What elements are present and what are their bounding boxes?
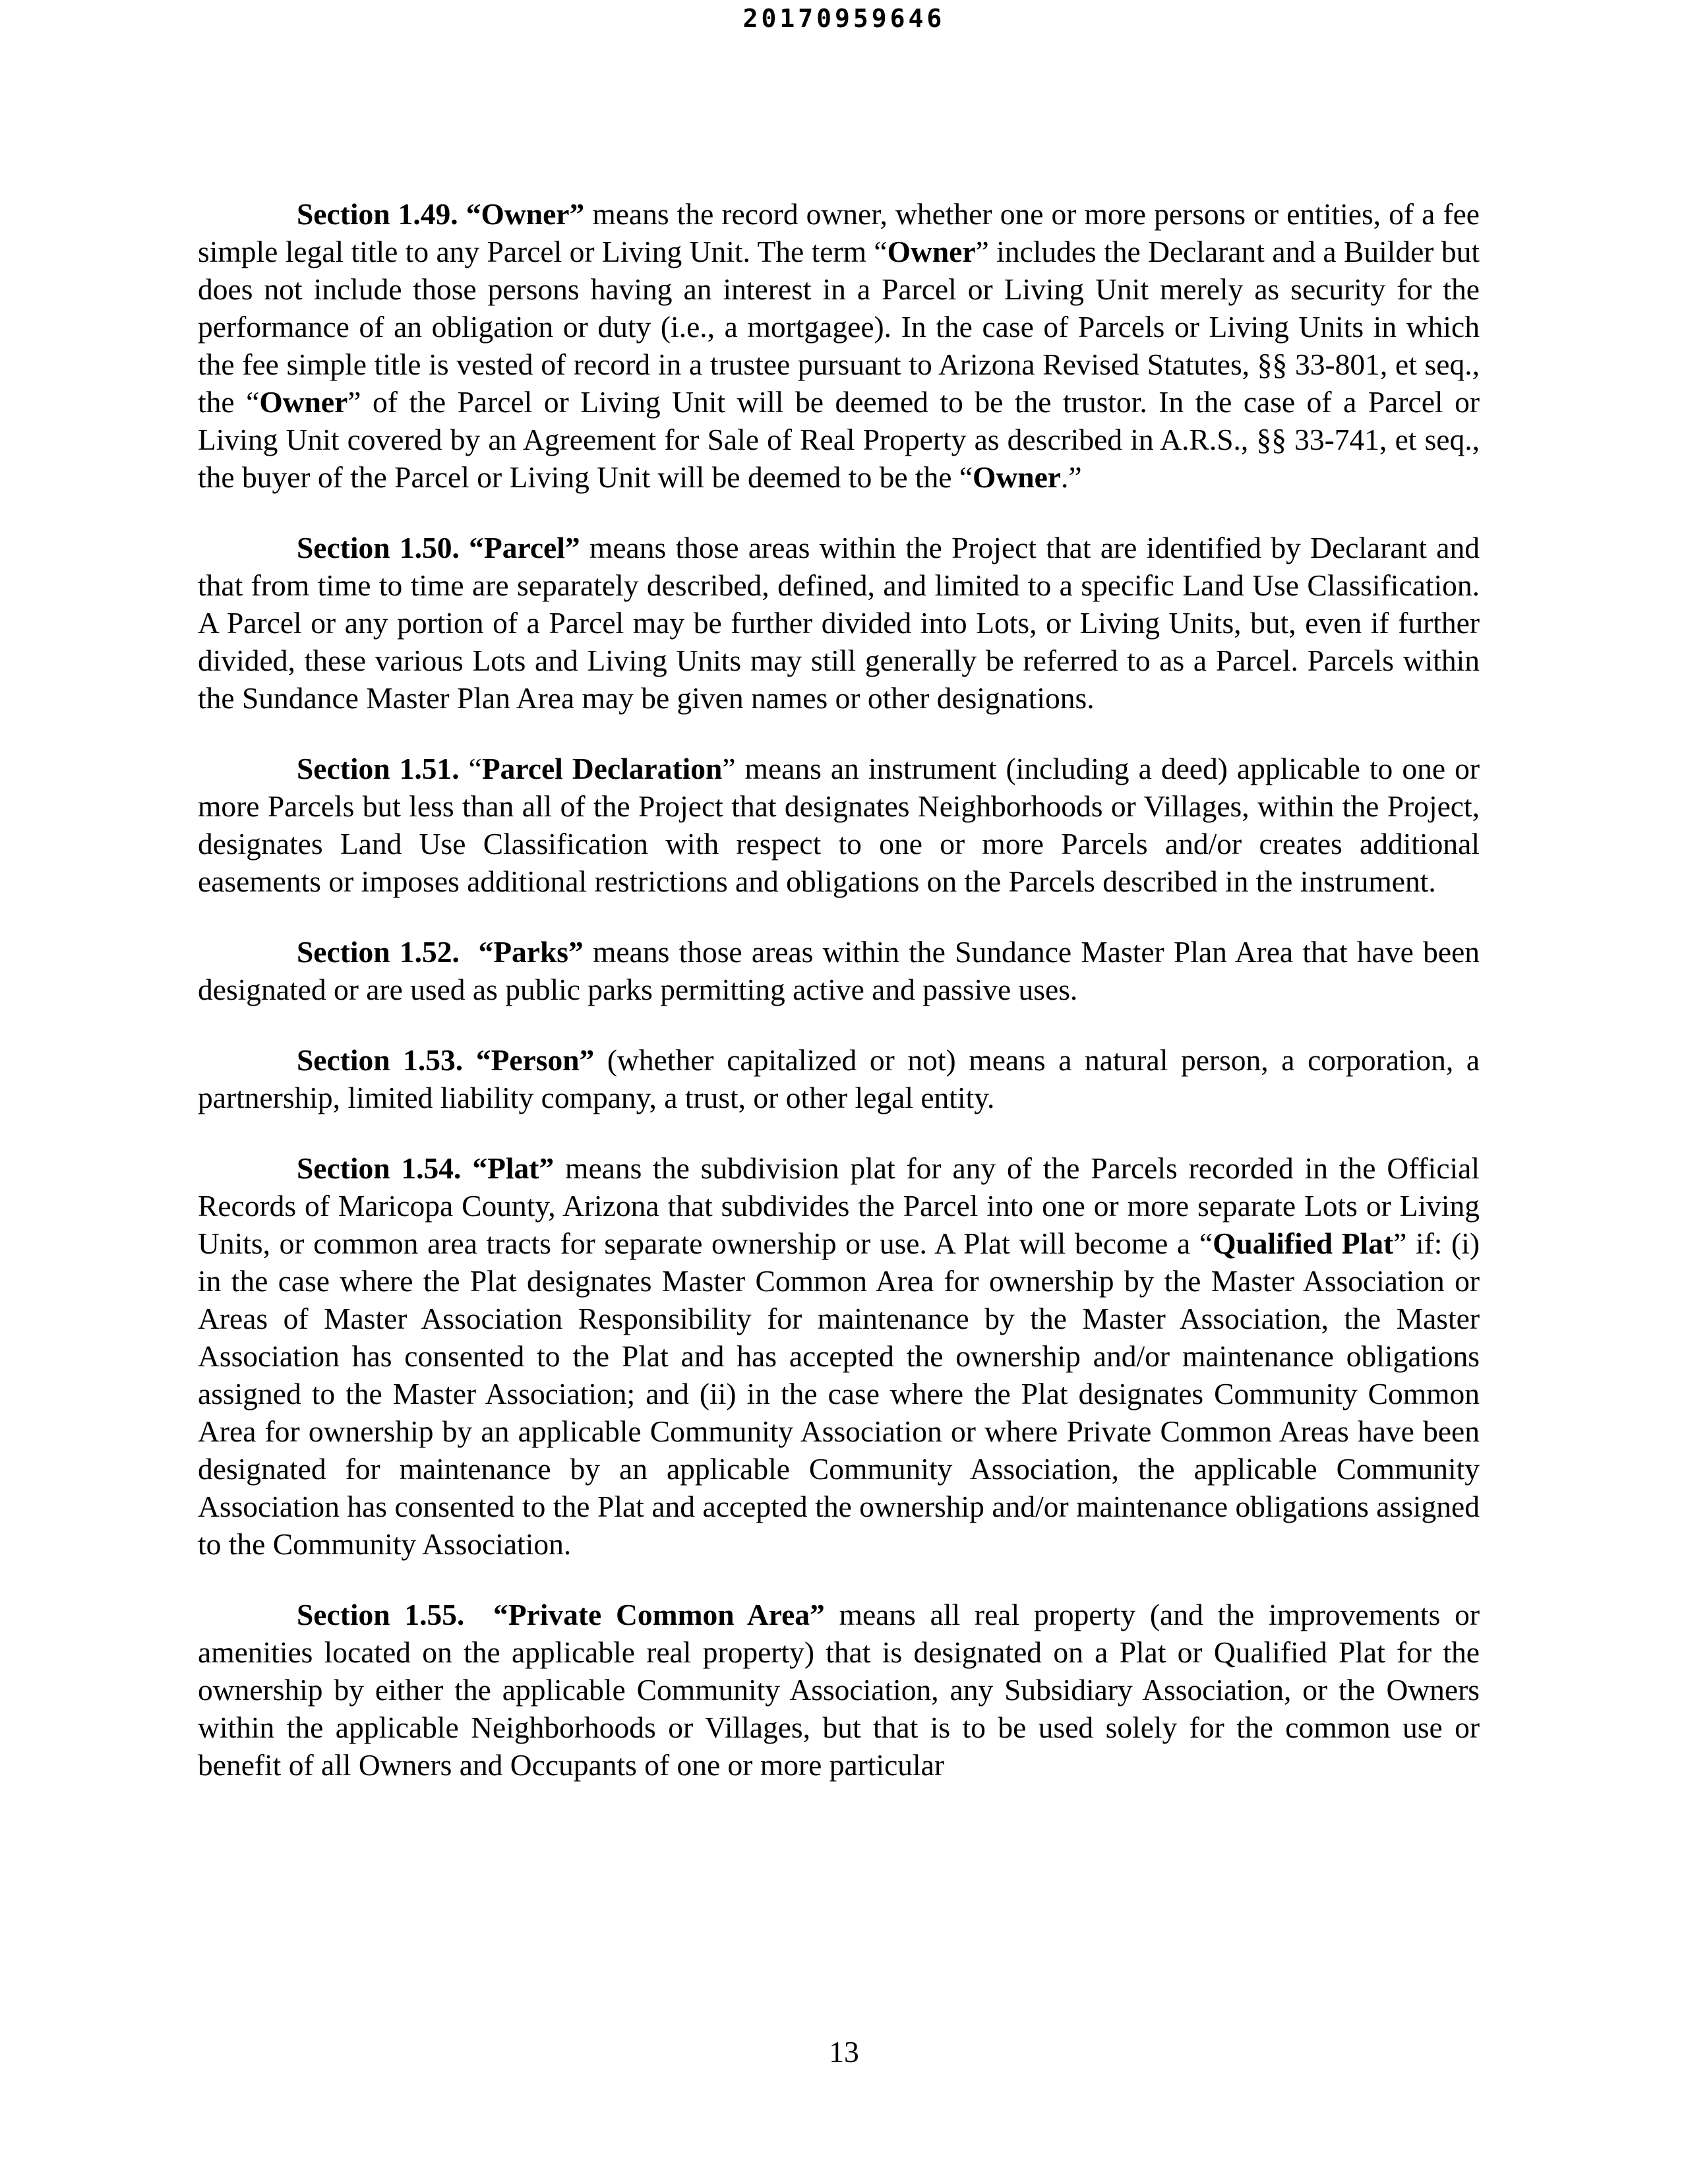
section-number: Section 1.54. (297, 1151, 462, 1185)
section-text: means those areas within the Sundance Master Plan Area that have been designated or are used as public parks permitting active and passive uses. (198, 935, 1480, 1006)
section-text: ” if: (i) in the case where the Plat designates Master Common Area for ownership by the Master Association or Areas of Master Association Responsibility for maintenance by the Master Association, the Master Association has consented to the Plat and has accepted the ownership and/or maintenance obligations assigned to the Master Association; and (ii) in the case where the Plat designates Community Common Area for ownership by an applicable Community Association or where Private Common Areas have been designated for maintenance by an applicable Community Association, the applicable Community Association has consented to the Plat and accepted the ownership and/or maintenance obligations assigned to the Community Association. (198, 1227, 1480, 1561)
defined-term: “Person” (475, 1043, 595, 1077)
section-1-53 (198, 1041, 1480, 1116)
defined-term-ref: Owner (973, 460, 1061, 494)
section-number: Section 1.52. (297, 935, 460, 969)
section-text: (whether capitalized or not) means a natural person, a corporation, a partnership, limited liability company, a trust, or other legal entity. (198, 1043, 1480, 1114)
defined-term: “Parks” (478, 935, 584, 969)
page-number: 13 (829, 2035, 859, 2069)
section-text: ” includes the Declarant and a Builder but does not include those persons having an interest in a Parcel or Living Unit merely as security for the performance of an obligation or duty (i.e., a mortgagee). In the case of Parcels or Living Units in which the fee simple title is vested of record in a trustee pursuant to Arizona Revised Statutes, §§ 33-801, et seq., the “ (198, 235, 1480, 419)
defined-term-ref: Qualified Plat (1213, 1227, 1394, 1260)
section-number: Section 1.49. (297, 197, 458, 231)
section-number: Section 1.53. (297, 1043, 464, 1077)
defined-term: “Plat” (472, 1151, 555, 1185)
section-number: Section 1.50. (297, 531, 460, 564)
section-text: ” of the Parcel or Living Unit will be deemed to be the trustor. In the case of a Parcel or Living Unit covered by an Agreement for Sale of Real Property as described in A.R.S., §§ 33-741, et seq., the buyer of the Parcel or Living Unit will be deemed to be the “ (198, 385, 1480, 494)
document-body (198, 195, 1480, 1817)
section-1-55 (198, 1596, 1480, 1784)
defined-term: “Private Common Area” (493, 1598, 825, 1631)
quote-open: “ (468, 752, 482, 785)
section-1-49 (198, 195, 1480, 496)
section-1-50 (198, 529, 1480, 717)
section-text: .” (1061, 460, 1082, 494)
section-number: Section 1.51. (297, 752, 460, 785)
section-number: Section 1.55. (297, 1598, 465, 1631)
section-text: means the record owner, whether one or more persons or entities, of a fee simple legal title to any Parcel or Living Unit. The term “ (198, 197, 1480, 268)
document-number: 20170959646 (742, 4, 946, 33)
section-1-51 (198, 750, 1480, 900)
defined-term: Parcel Declaration (481, 752, 723, 785)
section-text: means all real property (and the improvements or amenities located on the applicable real property) that is designated on a Plat or Qualified Plat for the ownership by either the applicable Community Association, any Subsidiary Association, or the Owners within the applicable Neighborhoods or Villages, but that is to be used solely for the common use or benefit of all Owners and Occupants of one or more particular (198, 1598, 1480, 1782)
section-1-54 (198, 1149, 1480, 1563)
section-text: means the subdivision plat for any of the Parcels recorded in the Official Records of Maricopa County, Arizona that subdivides the Parcel into one or more separate Lots or Living Units, or common area tracts for separate ownership or use. A Plat will become a “ (198, 1151, 1480, 1260)
quote-close: ” (722, 752, 736, 785)
defined-term-ref: Owner (259, 385, 348, 419)
section-text: means an instrument (including a deed) applicable to one or more Parcels but less than all of the Project that designates Neighborhoods or Villages, within the Project, designates Land Use Classification with respect to one or more Parcels and/or creates additional easements or imposes additional restrictions and obligations on the Parcels described in the instrument. (198, 752, 1480, 898)
defined-term: “Parcel” (469, 531, 580, 564)
defined-term: “Owner” (466, 197, 585, 231)
section-1-52 (198, 933, 1480, 1008)
defined-term-ref: Owner (887, 235, 976, 268)
section-text: means those areas within the Project that are identified by Declarant and that from time to time are separately described, defined, and limited to a specific Land Use Classification. A Parcel or any portion of a Parcel may be further divided into Lots, or Living Units, but, even if further divided, these various Lots and Living Units may still generally be referred to as a Parcel. Parcels within the Sundance Master Plan Area may be given names or other designations. (198, 531, 1480, 715)
